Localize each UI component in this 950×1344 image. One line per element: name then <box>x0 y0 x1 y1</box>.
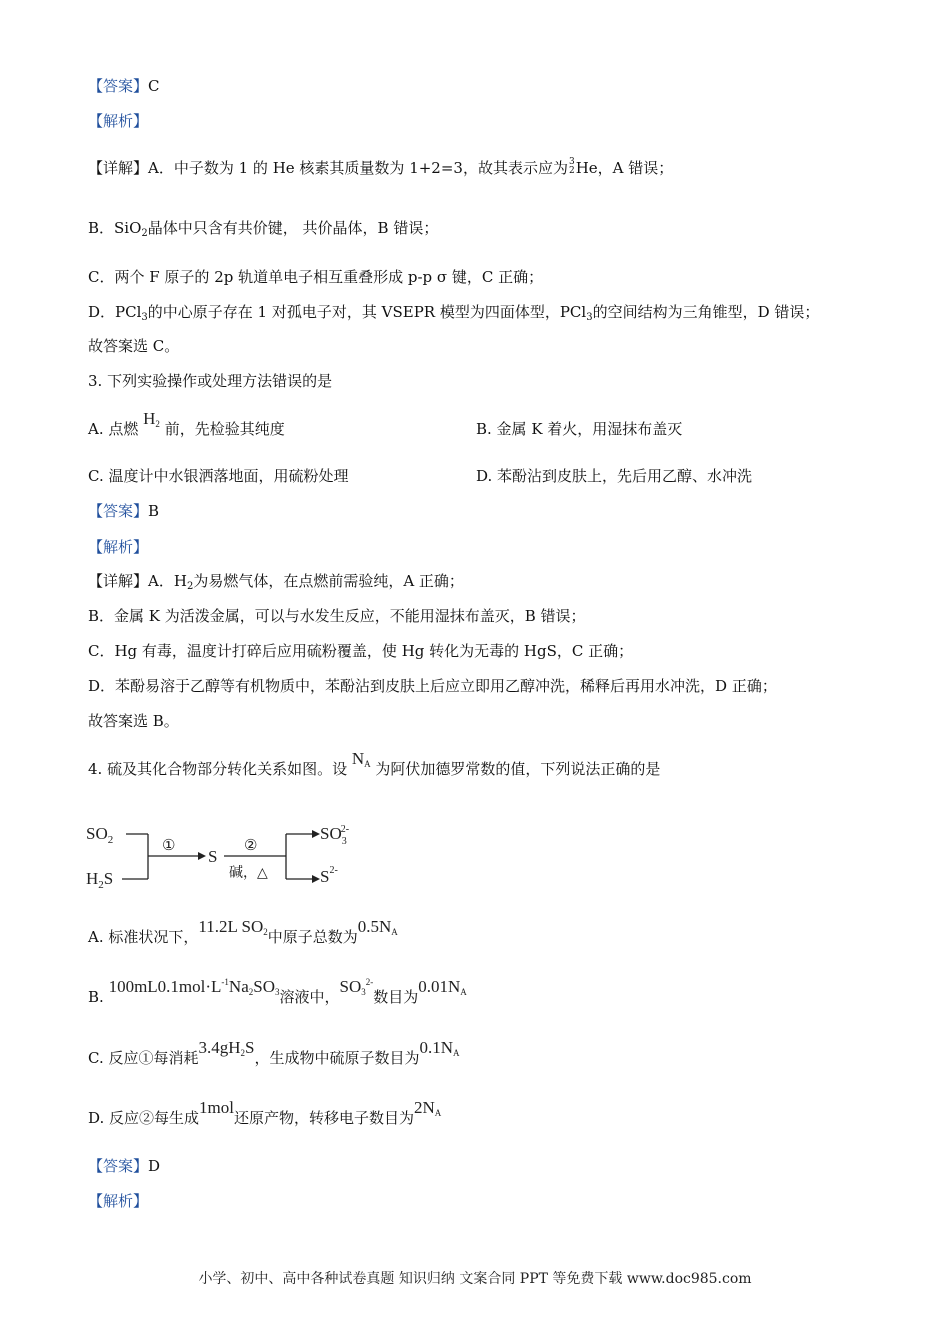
q4-answer-line: 【答案】D <box>88 1157 161 1175</box>
avogadro-symbol: $N_A$ <box>351 749 371 769</box>
q2-answer-line <box>88 76 160 96</box>
q4-option-d: D. 反应②每生成1mol还原产物，转移电子数目为$2N_A$ <box>88 1098 442 1127</box>
sulfur-conversion-diagram <box>84 815 364 895</box>
q4-analysis-tag: 【解析】 <box>88 1192 149 1210</box>
q3-option-a: A. 点燃 $H_2$ 前，先检验其纯度 <box>88 409 285 438</box>
q2-detail-a: 【详解】A．中子数为 1 的 He 核素其质量数为 1+2=3，故其表示应为3 2He，A 错误； <box>88 157 674 177</box>
q4-option-c: C. 反应①每消耗$3.4gH_2S$，生成物中硫原子数目为$0.1N_A$ <box>88 1038 460 1067</box>
q2-detail-b: B．SiO$_2$晶体中只含有共价键， 共价晶体，B 错误； <box>88 219 439 239</box>
condition-label: 碱，△ <box>229 866 268 881</box>
h2-formula: $H_2$ <box>143 409 160 429</box>
step2-label: ② <box>244 838 258 854</box>
q3-answer-line: 【答案】B <box>88 502 160 520</box>
nuclide-numbers: 3 2 <box>568 157 575 176</box>
detail-tag: 【详解】 <box>88 159 149 177</box>
step1-label: ① <box>162 838 176 854</box>
q3-analysis-tag: 【解析】 <box>88 538 149 556</box>
q3-detail-c: C．Hg 有毒，温度计打碎后应用硫粉覆盖，使 Hg 转化为无毒的 HgS，C 正确； <box>88 642 634 660</box>
q3-option-c: C. 温度计中水银洒落地面，用硫粉处理 <box>88 467 349 485</box>
s-label: S <box>208 847 218 866</box>
q2-detail-d: D．PCl$_3$的中心原子存在 1 对孤电子对，其 VSEPR 模型为四面体型，PCl$_3$的空间结构为三角锥型，D 错误； <box>88 303 820 323</box>
so2-label: $SO_2$ <box>86 824 114 846</box>
q2-analysis-tag: 【解析】 <box>88 112 149 130</box>
q3-conclusion: 故答案选 B。 <box>88 712 179 730</box>
q3-detail-a: 【详解】A．$H_2$为易燃气体，在点燃前需验纯，A 正确； <box>88 572 464 592</box>
q4-stem: 4. 硫及其化合物部分转化关系如图。设 $N_A$ 为阿伏加德罗常数的值，下列说法正确的是 <box>88 749 661 778</box>
q2-conclusion: 故答案选 C。 <box>88 337 180 355</box>
sulfite-label: $SO_32-$ <box>320 824 350 847</box>
q4-option-b: B. $100mL0.1mol\cdot L^{-1}Na_2SO_3$溶液中，$SO_3^{2-}$数目为$0.01N_A$ <box>88 977 467 1006</box>
answer-tag: 【答案】 <box>88 77 149 95</box>
h2s-label: $H_2S$ <box>86 869 114 891</box>
q4-answer: D <box>148 1157 161 1175</box>
q3-option-b: B. 金属 K 着火，用湿抹布盖灭 <box>476 420 683 438</box>
page-footer: 小学、初中、高中各种试卷真题 知识归纳 文案合同 PPT 等免费下载 www.doc985.com <box>198 1271 752 1287</box>
q4-option-a: A. 标准状况下，11.2L $SO_2$中原子总数为$0.5N_A$ <box>88 917 398 946</box>
q3-answer: B <box>148 502 160 520</box>
q3-detail-d: D．苯酚易溶于乙醇等有机物质中，苯酚沾到皮肤上后应立即用乙醇冲洗，稀释后再用水冲洗，D 正确； <box>88 677 777 695</box>
q3-option-d: D. 苯酚沾到皮肤上，先后用乙醇、水冲洗 <box>476 467 753 485</box>
q3-detail-b: B．金属 K 为活泼金属，可以与水发生反应，不能用湿抹布盖灭，B 错误； <box>88 607 586 625</box>
q2-detail-c: C．两个 F 原子的 2p 轨道单电子相互重叠形成 p-p σ 键，C 正确； <box>88 268 544 286</box>
q2-answer: C <box>148 77 160 95</box>
q3-stem: 3. 下列实验操作或处理方法错误的是 <box>88 372 333 390</box>
sulfide-label: $S^{2-}$ <box>320 865 338 886</box>
